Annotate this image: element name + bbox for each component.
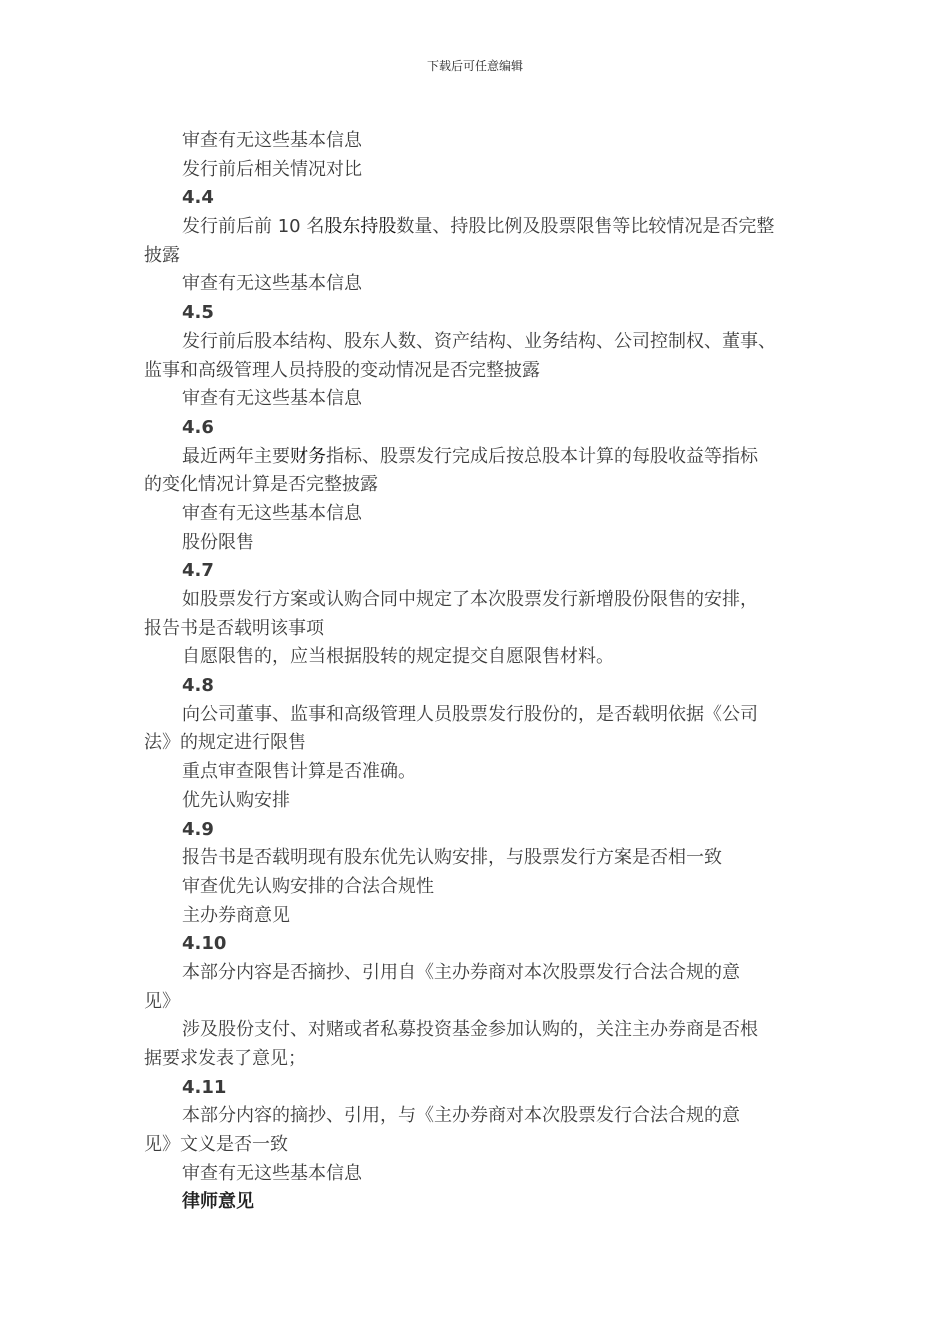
text-line: 股份限售 <box>182 531 254 553</box>
text-segment: 数量、持股比例及股票限售等比较情况是否完整 <box>396 216 775 238</box>
text-line: 优先认购安排 <box>182 789 290 811</box>
section-number: 4.11 <box>182 1076 227 1098</box>
text-line: 报告书是否载明该事项 <box>144 617 324 639</box>
text-line: 披露 <box>144 244 180 266</box>
text-segment: 指标、股票发行完成后按总股本计算的每股收益等指标 <box>326 445 758 467</box>
text-line: 如股票发行方案或认购合同中规定了本次股票发行新增股份限售的安排， <box>182 589 758 610</box>
page-header: 下载后可任意编辑 <box>426 59 523 73</box>
text-line: 本部分内容是否摘抄、引用自《主办券商对本次股票发行合法合规的意 <box>182 961 740 983</box>
text-line: 监事和高级管理人员持股的变动情况是否完整披露 <box>144 359 540 381</box>
keyword-link: 股东持股 <box>324 216 397 238</box>
text-line <box>144 213 814 242</box>
text-line: 报告书是否载明现有股东优先认购安排，与股票发行方案是否相一致 <box>182 847 722 869</box>
section-number: 4.7 <box>182 560 214 582</box>
text-line: 重点审查限售计算是否准确。 <box>182 761 416 783</box>
section-number: 4.9 <box>182 818 214 840</box>
text-line: 发行前后相关情况对比 <box>182 158 362 180</box>
text-line: 涉及股份支付、对赌或者私募投资基金参加认购的，关注主办券商是否根 <box>182 1019 758 1041</box>
section-number: 4.6 <box>182 416 214 438</box>
text-line: 审查有无这些基本信息 <box>182 130 362 151</box>
text-segment: 最近两年主要 <box>182 445 290 467</box>
text-line: 据要求发表了意见； <box>144 1048 306 1069</box>
text-line: 自愿限售的，应当根据股转的规定提交自愿限售材料。 <box>182 646 614 668</box>
text-segment: 发行前后前 10 名 <box>182 216 325 238</box>
text-line: 审查有无这些基本信息 <box>182 273 362 295</box>
text-line <box>144 443 814 472</box>
text-line: 的变化情况计算是否完整披露 <box>144 474 378 496</box>
section-number: 4.5 <box>182 302 214 324</box>
text-line: 法》的规定进行限售 <box>144 732 306 754</box>
keyword-link: 财务 <box>290 445 326 467</box>
text-line: 本部分内容的摘抄、引用，与《主办券商对本次股票发行合法合规的意 <box>182 1105 740 1127</box>
text-line: 审查有无这些基本信息 <box>182 388 362 410</box>
section-number: 4.4 <box>182 187 214 209</box>
text-line: 审查优先认购安排的合法合规性 <box>182 875 434 897</box>
section-heading: 律师意见 <box>182 1191 254 1213</box>
text-line: 发行前后股本结构、股东人数、资产结构、业务结构、公司控制权、董事、 <box>182 330 776 352</box>
text-line: 主办券商意见 <box>182 904 290 926</box>
document-body <box>144 127 814 1217</box>
section-number: 4.10 <box>182 933 227 955</box>
text-line: 见》文义是否一致 <box>144 1134 288 1156</box>
text-line: 审查有无这些基本信息 <box>182 502 362 524</box>
text-line: 见》 <box>144 990 180 1012</box>
text-line: 审查有无这些基本信息 <box>182 1162 362 1184</box>
text-line: 向公司董事、监事和高级管理人员股票发行股份的，是否载明依据《公司 <box>182 703 758 725</box>
section-number: 4.8 <box>182 675 214 697</box>
